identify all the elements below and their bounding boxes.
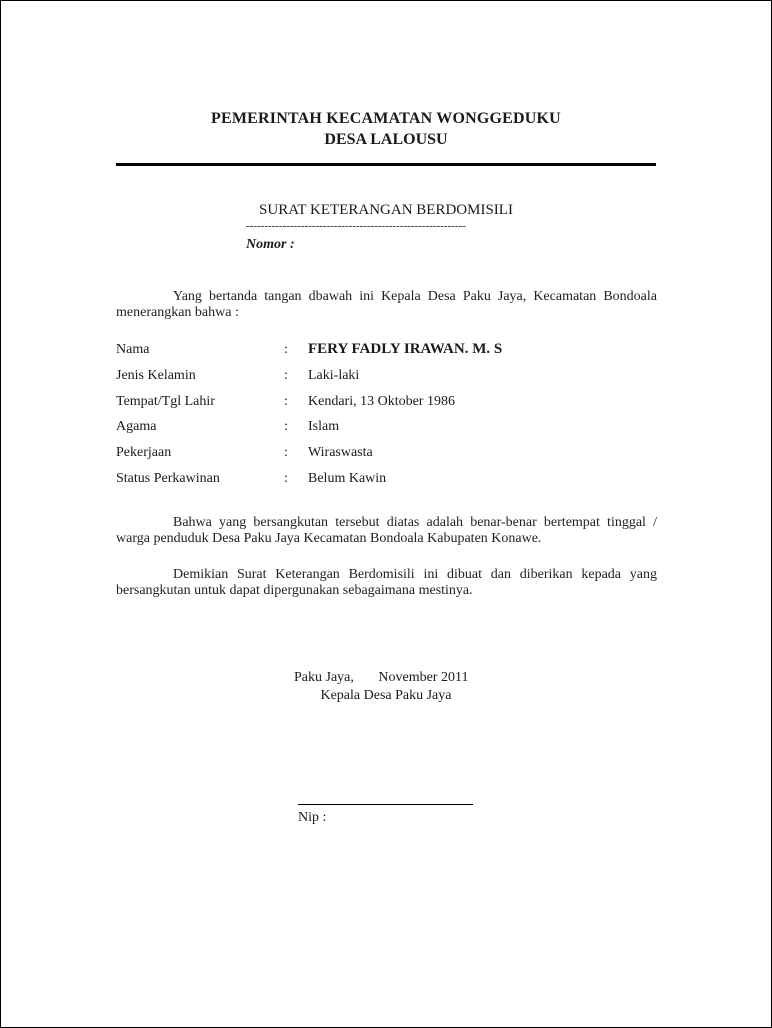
header-government: PEMERINTAH KECAMATAN WONGGEDUKU [211, 110, 561, 127]
info-value: Wiraswasta [308, 445, 373, 460]
statement-paragraph: Bahwa yang bersangkutan tersebut diatas adalah benar-benar bertempat tinggal / warga penduduk Desa Paku Jaya Kecamatan Bondoala Kabupaten Konawe. [116, 515, 657, 546]
header-divider [116, 163, 656, 166]
closing-paragraph: Demikian Surat Keterangan Berdomisili ini dibuat dan diberikan kepada yang bersangkutan untuk dapat dipergunakan sebagaimana mestinya. [116, 567, 657, 598]
info-colon: : [284, 471, 288, 486]
info-label: Status Perkawinan [116, 471, 220, 486]
info-label: Tempat/Tgl Lahir [116, 394, 215, 409]
info-value: Kendari, 13 Oktober 1986 [308, 394, 455, 409]
document-title-underline: ------------------------------------------------------------ [246, 220, 466, 232]
info-colon: : [284, 368, 288, 383]
info-label: Pekerjaan [116, 445, 172, 460]
document-number-label: Nomor : [246, 237, 295, 252]
info-colon: : [284, 419, 288, 434]
signature-nip-label: Nip : [298, 810, 327, 825]
info-label: Nama [116, 342, 150, 357]
signature-position: Kepala Desa Paku Jaya [320, 688, 452, 703]
header-village: DESA LALOUSU [324, 131, 448, 148]
signature-place-date: Paku Jaya, November 2011 [294, 670, 469, 685]
info-label: Agama [116, 419, 157, 434]
signature-line [298, 804, 473, 805]
info-colon: : [284, 394, 288, 409]
info-label: Jenis Kelamin [116, 368, 196, 383]
info-value: Belum Kawin [308, 471, 387, 486]
info-value: FERY FADLY IRAWAN. M. S [308, 341, 503, 357]
intro-paragraph: Yang bertanda tangan dbawah ini Kepala Desa Paku Jaya, Kecamatan Bondoala menerangkan bahwa : [116, 289, 657, 320]
info-colon: : [284, 445, 288, 460]
info-colon: : [284, 342, 288, 357]
document-title: SURAT KETERANGAN BERDOMISILI [259, 202, 513, 218]
info-value: Laki-laki [308, 368, 360, 383]
info-value: Islam [308, 419, 340, 434]
